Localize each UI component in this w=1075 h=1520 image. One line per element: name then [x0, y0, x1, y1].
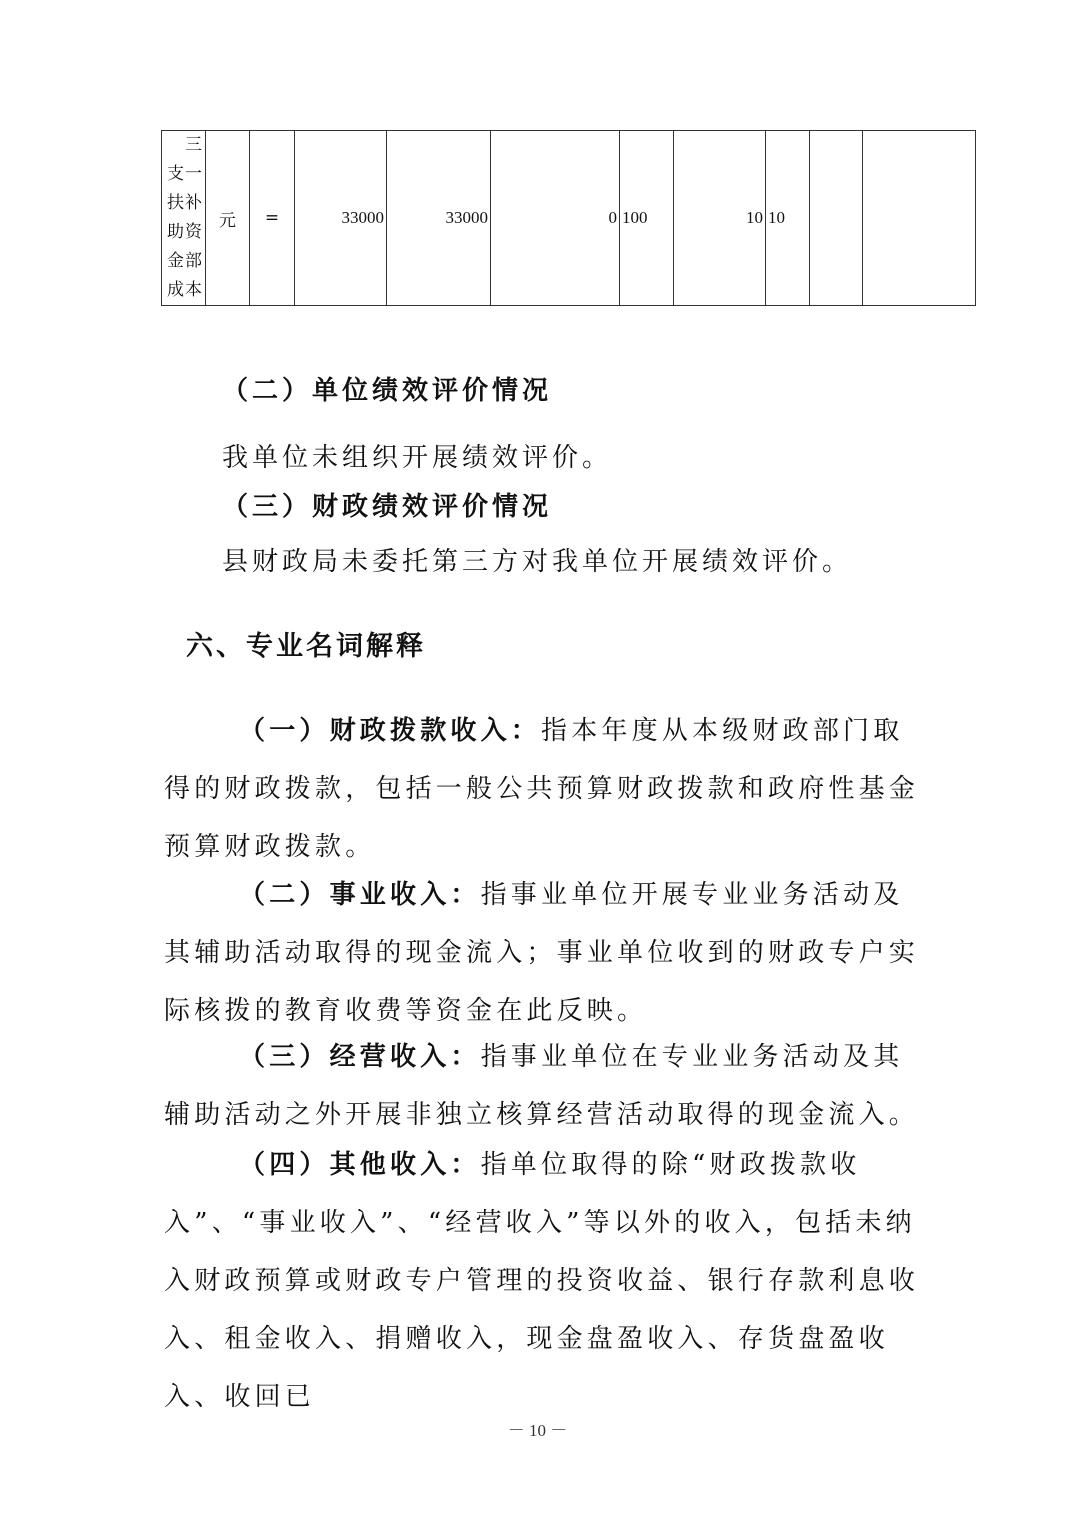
target-value-cell: 33000 — [295, 131, 387, 306]
term-definition — [164, 702, 924, 876]
unit-cell: 元 — [206, 131, 250, 306]
term-definition — [164, 866, 924, 1040]
page-number: － 10 － — [507, 1421, 568, 1440]
section-heading-unit-eval: （二）单位绩效评价情况 — [222, 376, 553, 406]
chapter-heading: 六、专业名词解释 — [186, 631, 426, 662]
empty-cell — [810, 131, 863, 306]
term-label: （二）事业收入： — [239, 880, 481, 910]
table-row — [162, 131, 976, 306]
term-text: 指单位取得的除“财政拨款收入”、“事业收入”、“经营收入”等以外的收入，包括未纳入财政预算或财政专户管理的投资收益、银行存款利息收入、租金收入、捐赠收入，现金盘盈收入、存货盘盈收入、收回已 — [164, 1150, 920, 1412]
term-label: （一）财政拨款收入： — [239, 716, 542, 746]
indicator-name-cell — [162, 131, 206, 306]
term-text: 指本年度从本级财政部门取得的财政拨款，包括一般公共预算财政拨款和政府性基金预算财政拨款。 — [164, 716, 920, 862]
operator-cell: = — [250, 131, 295, 306]
deviation-cell: 0 — [491, 131, 620, 306]
performance-indicator-table — [161, 130, 975, 303]
section-body-unit-eval: 我单位未组织开展绩效评价。 — [222, 443, 613, 473]
section-heading-finance-eval: （三）财政绩效评价情况 — [222, 492, 553, 522]
empty-cell — [863, 131, 976, 306]
term-label: （四）其他收入： — [239, 1150, 481, 1180]
completion-rate-cell: 100 — [620, 131, 674, 306]
section-body-finance-eval: 县财政局未委托第三方对我单位开展绩效评价。 — [222, 547, 853, 577]
term-definition — [164, 1028, 924, 1144]
term-label: （三）经营收入： — [239, 1042, 481, 1072]
indicator-name: 三 支一 扶补 助资 金部 成本 — [167, 135, 203, 300]
term-definition — [164, 1136, 924, 1426]
score-cell: 10 — [766, 131, 810, 306]
weight-cell: 10 — [674, 131, 766, 306]
term-text: 指事业单位在专业业务活动及其辅助活动之外开展非独立核算经营活动取得的现金流入。 — [164, 1042, 920, 1130]
actual-value-cell: 33000 — [387, 131, 491, 306]
term-text: 指事业单位开展专业业务活动及其辅助活动取得的现金流入；事业单位收到的财政专户实际核拨的教育收费等资金在此反映。 — [164, 880, 920, 1026]
